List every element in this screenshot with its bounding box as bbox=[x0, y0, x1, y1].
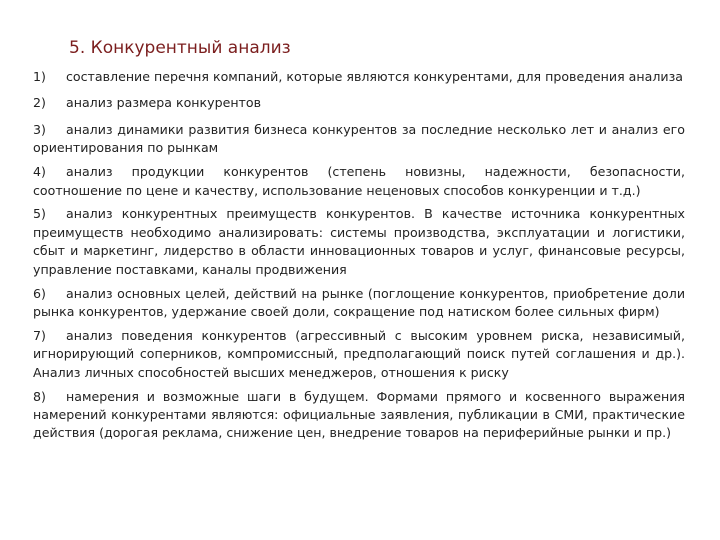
item-number: 1) bbox=[33, 69, 46, 84]
item-text: анализ динамики развития бизнеса конкурентов за последние несколько лет и анализ его ориентирования по рынкам bbox=[33, 121, 685, 156]
item-number: 5) bbox=[33, 206, 46, 222]
list-item-1 bbox=[33, 68, 685, 86]
item-text: анализ конкурентных преимуществ конкурентов. В качестве источника конкурентных преимуществ необходимо анализировать: системы производства, эксплуатации и логистики, сбыт и маркетинг, лидерство в области инновационных товаров и услуг, финансовые ресурсы, управление поставками, каналы продвижения bbox=[33, 206, 685, 277]
list-item-2 bbox=[33, 94, 685, 112]
slide-title: 5. Конкурентный анализ bbox=[69, 38, 291, 58]
item-text: составление перечня компаний, которые являются конкурентами, для проведения анализа bbox=[66, 69, 683, 84]
item-number: 2) bbox=[33, 95, 46, 111]
list-item-3 bbox=[33, 121, 685, 158]
content-list bbox=[33, 68, 685, 448]
list-item-6 bbox=[33, 285, 685, 322]
item-number: 6) bbox=[33, 285, 46, 301]
list-item-8 bbox=[33, 388, 685, 443]
item-text: намерения и возможные шаги в будущем. Формами прямого и косвенного выражения намерений конкурентами являются: официальные заявления, публикации в СМИ, практические действия (дорогая реклама, снижение цен, внедрение товаров на периферийные рынки и пр.) bbox=[33, 388, 685, 441]
item-text: анализ размера конкурентов bbox=[66, 95, 262, 111]
item-text: анализ продукции конкурентов (степень новизны, надежности, безопасности, соотношение по цене и качеству, использование неценовых способов конкуренции и т.д.) bbox=[33, 164, 685, 198]
item-text: анализ поведения конкурентов (агрессивный с высоким уровнем риска, независимый, игнорирующий соперников, компромиссный, предполагающий поиск путей соглашения и др.). Анализ личных способностей высших менеджеров, отношения к риску bbox=[33, 327, 685, 380]
item-number: 4) bbox=[33, 164, 46, 180]
list-item-4 bbox=[33, 163, 685, 200]
list-item-7 bbox=[33, 327, 685, 382]
item-number: 8) bbox=[33, 388, 46, 404]
item-text: анализ основных целей, действий на рынке (поглощение конкурентов, приобретение доли рынка конкурентов, удержание своей доли, сокращение под натиском более сильных фирм) bbox=[33, 285, 685, 319]
item-number: 7) bbox=[33, 327, 46, 343]
item-number: 3) bbox=[33, 121, 46, 137]
list-item-5 bbox=[33, 205, 685, 279]
